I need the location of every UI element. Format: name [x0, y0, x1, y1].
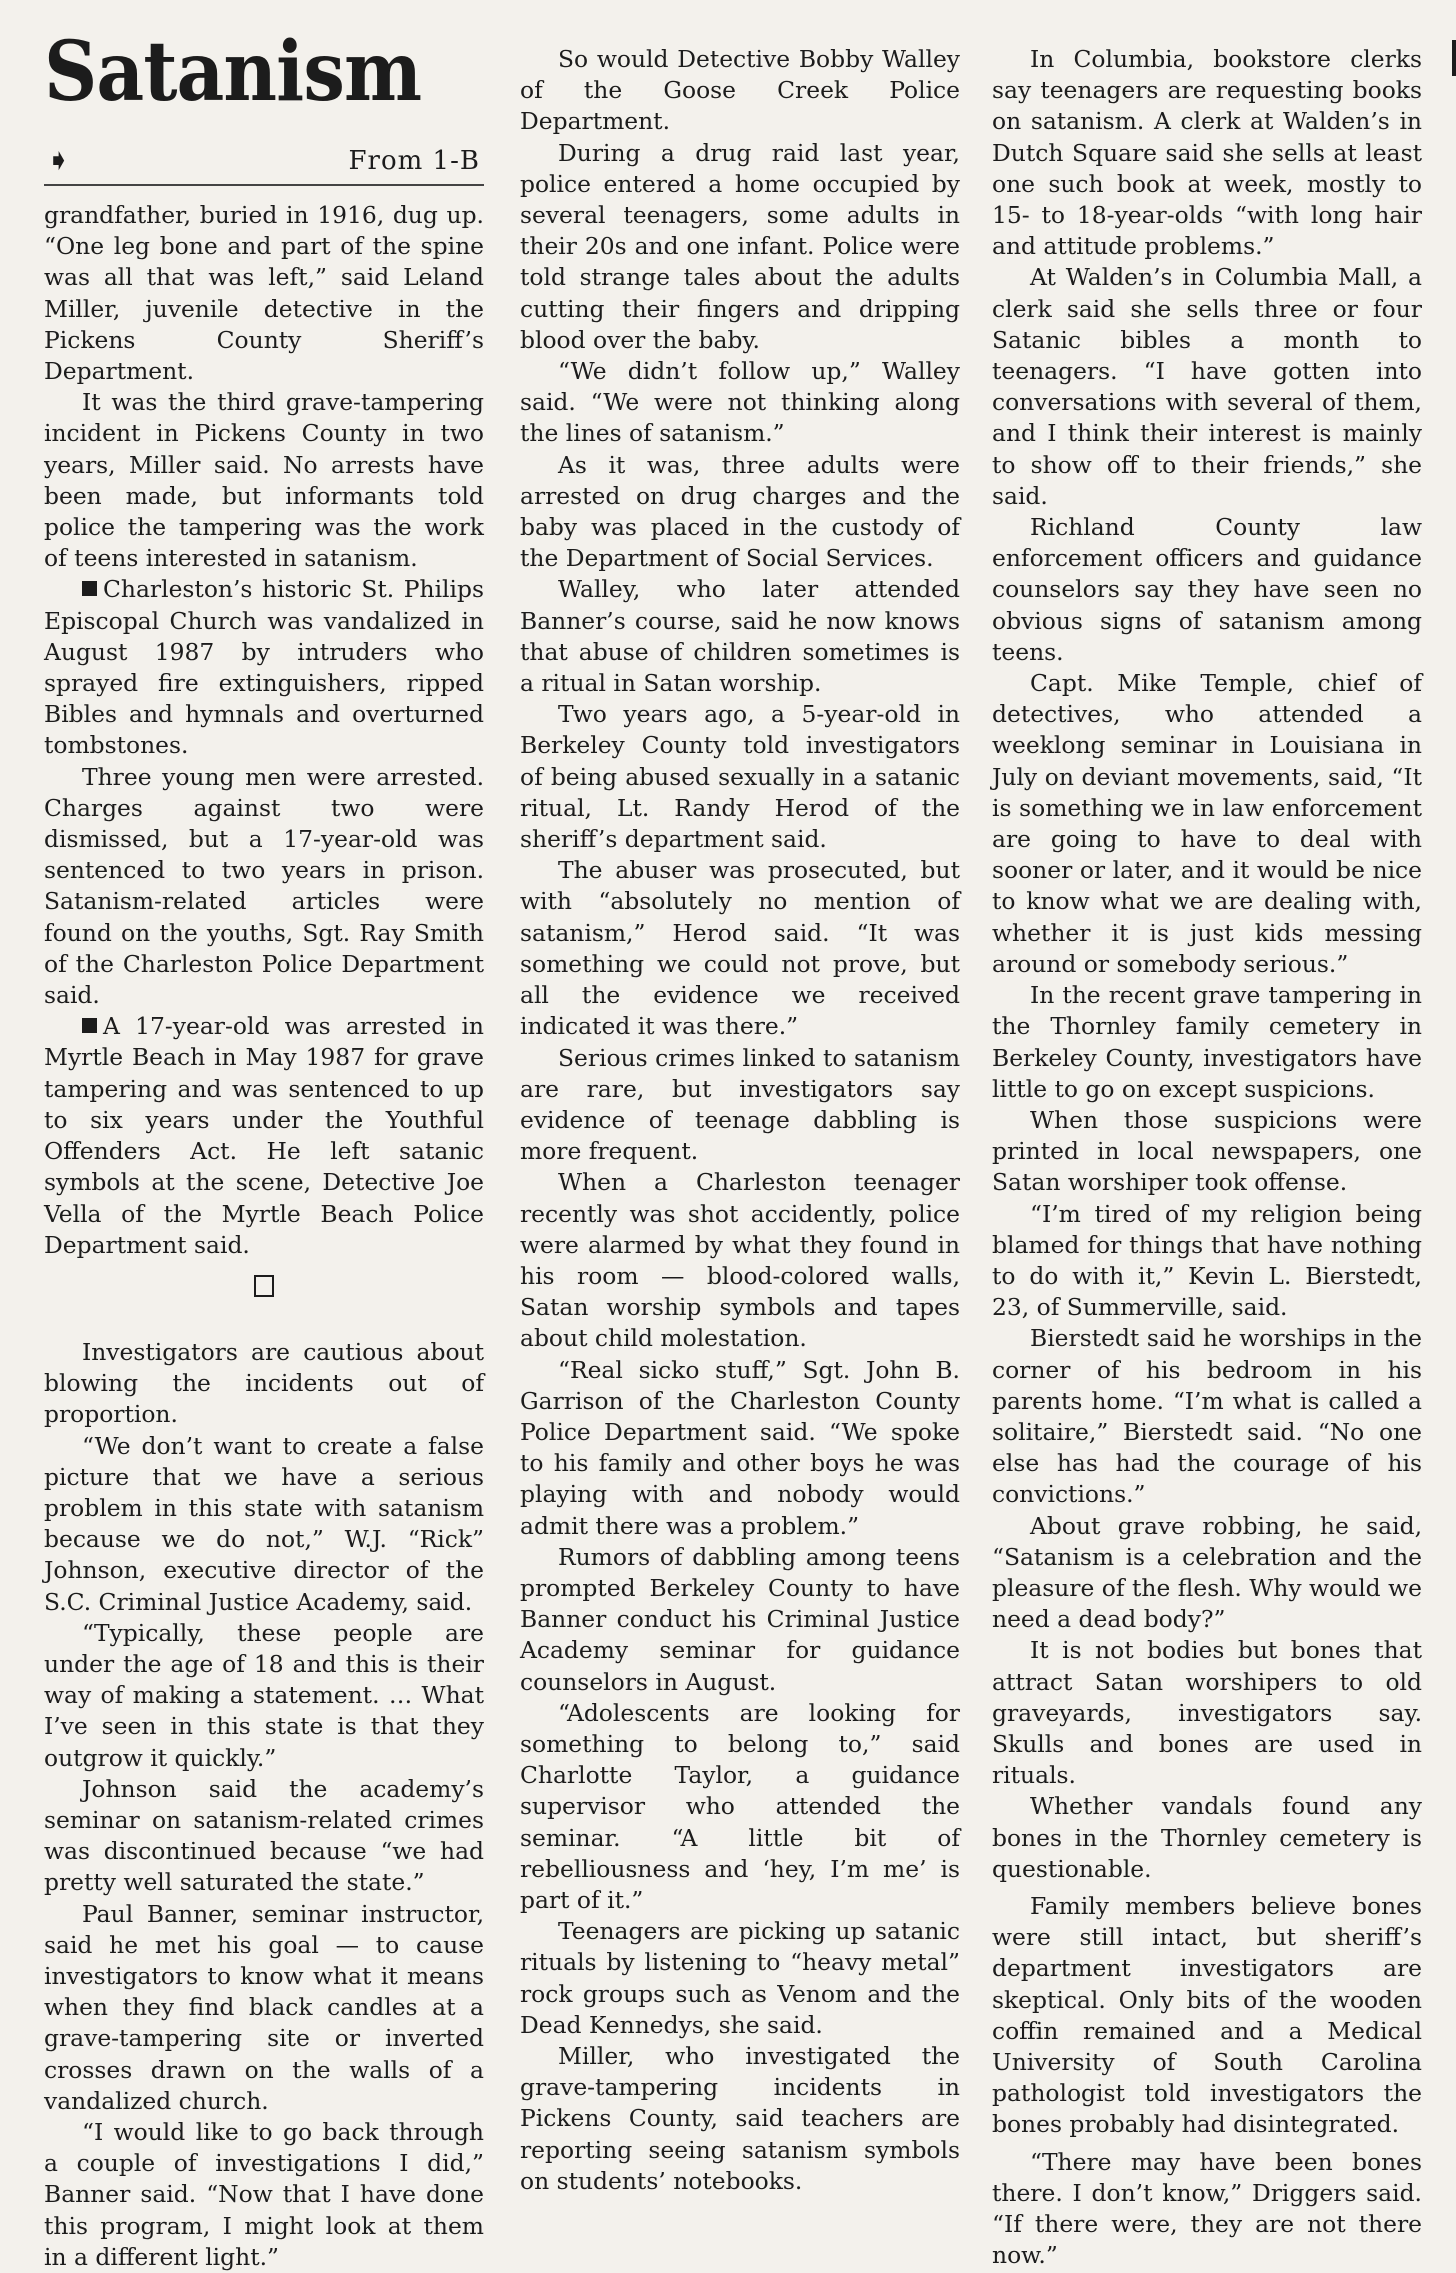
paragraph: Serious crimes linked to satanism are rare, but investigators say evidence of teenage dabbling is more frequent.: [520, 1043, 960, 1166]
jump-line: [44, 140, 484, 186]
paragraph: At Walden’s in Columbia Mall, a clerk said she sells three or four Satanic bibles a month to teenagers. “I have gotten into conversations with several of them, and I think their interest is mainly to show off to their friends,” she said.: [992, 263, 1422, 510]
paragraph: “I would like to go back through a couple of investigations I did,” Banner said. “Now that I have done this program, I might look at them in a different light.”: [44, 2117, 484, 2271]
paragraph: It is not bodies but bones that attract Satan worshipers to old graveyards, investigators say. Skulls and bones are used in rituals.: [992, 1636, 1422, 1790]
paragraph: Bierstedt said he worships in the corner of his bedroom in his parents home. “I’m what is called a solitaire,” Bierstedt said. “No one else has had the courage of his convictions.”: [992, 1324, 1422, 1509]
paragraph: So would Detective Bobby Walley of the Goose Creek Police Department.: [520, 45, 960, 136]
paragraph: “We don’t want to create a false picture that we have a serious problem in this state with satanism because we do not,” W.J. “Rick” Johnson, executive director of the S.C. Criminal Justice Academy, said.: [44, 1431, 484, 1616]
bullet-paragraph: [44, 1011, 484, 1261]
paragraph: Teenagers are picking up satanic rituals by listening to “heavy metal” rock groups such as Venom and the Dead Kennedys, she said.: [520, 1917, 960, 2039]
paragraph: Richland County law enforcement officers and guidance counselors say they have seen no obvious signs of satanism among teens.: [992, 513, 1422, 666]
paragraph: Johnson said the academy’s seminar on satanism-related crimes was discontinued because “we had pretty well saturated the state.”: [44, 1774, 484, 1897]
column-1: [44, 200, 484, 2273]
paragraph: About grave robbing, he said, “Satanism is a celebration and the pleasure of the flesh. Why would we need a dead body?”: [992, 1511, 1422, 1634]
bullet-icon: [82, 1018, 97, 1033]
column-3: [992, 44, 1422, 2271]
paragraph: As it was, three adults were arrested on drug charges and the baby was placed in the custody of the Department of Social Services.: [520, 450, 960, 573]
bullet-icon: [82, 581, 97, 596]
headline: Satanism: [44, 24, 422, 120]
paragraph: In Columbia, bookstore clerks say teenagers are requesting books on satanism. A clerk at Walden’s in Dutch Square said she sells at least one such book at week, mostly to 15- to 18-year-olds “with long hair and attitude problems.”: [992, 45, 1422, 261]
paragraph: When those suspicions were printed in local newspapers, one Satan worshiper took offense.: [992, 1105, 1422, 1197]
paragraph: “Typically, these people are under the age of 18 and this is their way of making a statement. … What I’ve seen in this state is that they outgrow it quickly.”: [44, 1618, 484, 1772]
paragraph-text: Charleston’s historic St. Philips Episcopal Church was vandalized in August 1987 by intruders who sprayed fire extinguishers, ripped Bibles and hymnals and overturned tombstones.: [44, 575, 484, 760]
section-divider-box: [254, 1275, 274, 1297]
paragraph: Capt. Mike Temple, chief of detectives, who attended a weeklong seminar in Louisiana in July on deviant movements, said, “It is something we in law enforcement are going to have to deal with sooner or later, and it would be nice to know what we are dealing with, whether it is just kids messing around or somebody serious.”: [992, 669, 1422, 978]
paragraph: It was the third grave-tampering incident in Pickens County in two years, Miller said. No arrests have been made, but informants told police the tampering was the work of teens interested in satanism.: [44, 388, 484, 573]
bullet-paragraph: [44, 574, 484, 761]
paragraph: grandfather, buried in 1916, dug up. “One leg bone and part of the spine was all that was left,” said Leland Miller, juvenile detective in the Pickens County Sheriff’s Department.: [44, 201, 484, 386]
column-2: [520, 44, 960, 2197]
paragraph: In the recent grave tampering in the Thornley family cemetery in Berkeley County, investigators have little to go on except suspicions.: [992, 981, 1422, 1103]
paragraph: Family members believe bones were still intact, but sheriff’s department investigators are skeptical. Only bits of the wooden coffin remained and a Medical University of South Carolina pathologist told investigators the bones probably had disintegrated.: [992, 1891, 1422, 2139]
paragraph: During a drug raid last year, police entered a home occupied by several teenagers, some adults in their 20s and one infant. Police were told strange tales about the adults cutting their fingers and dripping blood over the baby.: [520, 138, 960, 354]
paragraph: Three young men were arrested. Charges against two were dismissed, but a 17-year-old was sentenced to two years in prison. Satanism-related articles were found on the youths, Sgt. Ray Smith of the Charleston Police Department said.: [44, 762, 484, 1010]
paragraph: Two years ago, a 5-year-old in Berkeley County told investigators of being abused sexually in a satanic ritual, Lt. Randy Herod of the sheriff’s department said.: [520, 700, 960, 854]
paragraph: When a Charleston teenager recently was shot accidently, police were alarmed by what they found in his room — blood-colored walls, Satan worship symbols and tapes about child molestation.: [520, 1168, 960, 1353]
paragraph: The abuser was prosecuted, but with “absolutely no mention of satanism,” Herod said. “It was something we could not prove, but all the evidence we received indicated it was there.”: [520, 856, 960, 1041]
paragraph: Whether vandals found any bones in the Thornley cemetery is questionable.: [992, 1792, 1422, 1883]
paragraph: Miller, who investigated the grave-tampering incidents in Pickens County, said teachers are reporting seeing satanism symbols on students’ notebooks.: [520, 2042, 960, 2195]
arrow-icon: ➧: [46, 143, 72, 178]
paragraph: “We didn’t follow up,” Walley said. “We were not thinking along the lines of satanism.”: [520, 357, 960, 448]
paragraph: “I’m tired of my religion being blamed for things that have nothing to do with it,” Kevin L. Bierstedt, 23, of Summerville, said.: [992, 1199, 1422, 1322]
paragraph: Rumors of dabbling among teens prompted Berkeley County to have Banner conduct his Criminal Justice Academy seminar for guidance counselors in August.: [520, 1542, 960, 1696]
paragraph-text: A 17-year-old was arrested in Myrtle Beach in May 1987 for grave tampering and was sentenced to up to six years under the Youthful Offenders Act. He left satanic symbols at the scene, Detective Joe Vella of the Myrtle Beach Police Department said.: [44, 1012, 484, 1259]
jump-reference: From 1-B: [348, 146, 480, 176]
paragraph: “There may have been bones there. I don’t know,” Driggers said. “If there were, they are not there now.”: [992, 2147, 1422, 2270]
paragraph: “Adolescents are looking for something to belong to,” said Charlotte Taylor, a guidance supervisor who attended the seminar. “A little bit of rebelliousness and ‘hey, I’m me’ is part of it.”: [520, 1698, 960, 1914]
edge-mark: [1452, 40, 1456, 76]
paragraph: Investigators are cautious about blowing the incidents out of proportion.: [44, 1337, 484, 1429]
paragraph: Walley, who later attended Banner’s course, said he now knows that abuse of children sometimes is a ritual in Satan worship.: [520, 575, 960, 698]
paragraph: Paul Banner, seminar instructor, said he met his goal — to cause investigators to know what it means when they find black candles at a grave-tampering site or inverted crosses drawn on the walls of a vandalized church.: [44, 1899, 484, 2115]
paragraph: “Real sicko stuff,” Sgt. John B. Garrison of the Charleston County Police Department said. “We spoke to his family and other boys he was playing with and nobody would admit there was a problem.”: [520, 1355, 960, 1540]
